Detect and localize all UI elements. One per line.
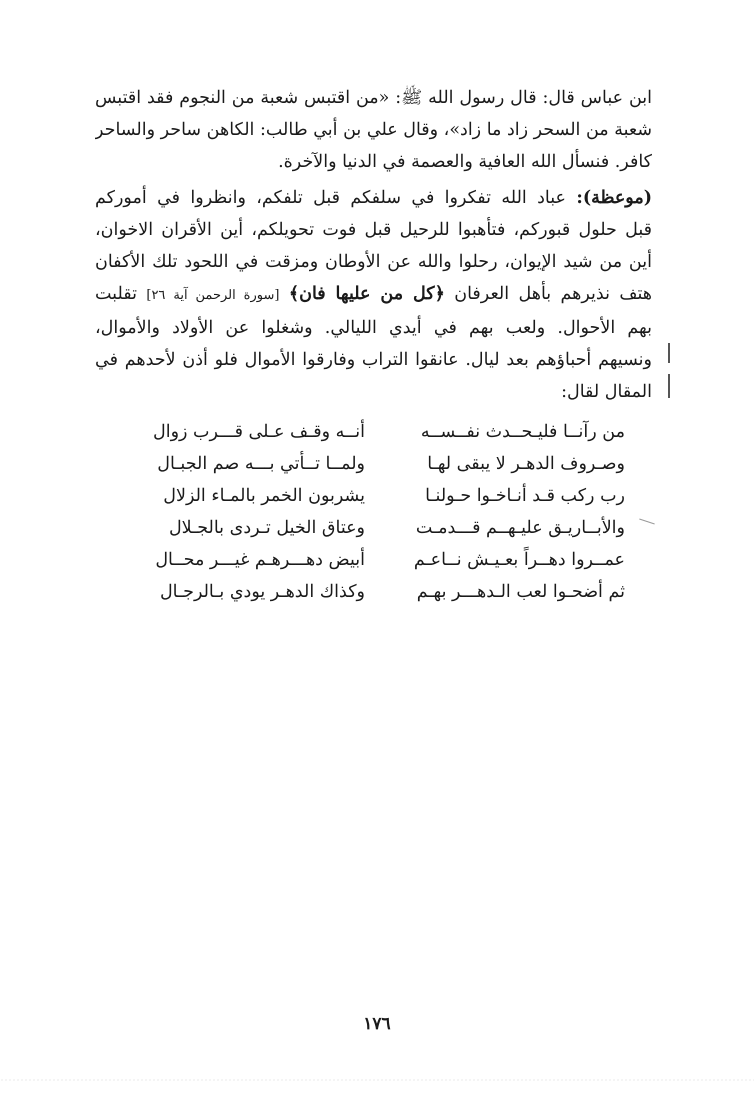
paragraph-hadith [95, 82, 652, 178]
text-line: كافر. فنسأل الله العافية والعصمة في الدنيا والآخرة. [278, 152, 652, 172]
poem-verse [130, 544, 625, 576]
text-line: ونسيهم أحباؤهم بعد ليال. عانقوا التراب وفارقوا الأموال فلو أذن لأحدهم في [95, 350, 652, 370]
sermon-heading: (موعظة): [576, 188, 652, 208]
second-hemistich: يشربون الخمر بالمـاء الزلال [163, 486, 365, 506]
text-line: المقال لقال: [561, 382, 652, 402]
scan-noise [0, 1079, 754, 1081]
quran-verse: ﴿كل من عليها فان﴾ [288, 284, 445, 304]
poem-verse [130, 576, 625, 608]
second-hemistich: وكذاك الدهـر يودي بـالرجـال [159, 582, 365, 602]
first-hemistich: رب ركب قـد أنـاخـوا حـولنـا [425, 486, 625, 506]
second-hemistich: وعتاق الخيل تـردى بالجـلال [168, 518, 365, 538]
text-line: شعبة من السحر زاد ما زاد»، وقال علي بن أبي طالب: الكاهن ساحر والساحر [95, 120, 652, 140]
text-line: أين من شيد الإيوان، رحلوا والله عن الأوطان ومزقت في اللحود تلك الأكفان [95, 252, 652, 272]
scan-mark [639, 519, 655, 525]
first-hemistich: وصـروف الدهـر لا يبقى لهـا [427, 454, 625, 474]
first-hemistich: من رآنــا فليـحــدث نفــســه [420, 422, 625, 442]
poem-verse [130, 512, 625, 544]
poem [130, 416, 625, 608]
second-hemistich: أبيض دهـــرهـم غيـــر محــال [155, 550, 365, 570]
poem-verse [130, 448, 625, 480]
text-line: بهم الأحوال. ولعب بهم في أيدي الليالي. وشغلوا عن الأولاد والأموال، [95, 318, 652, 338]
page-number: ١٧٦ [363, 1014, 391, 1034]
margin-line [668, 374, 670, 398]
second-hemistich: أنــه وقـف عـلى قـــرب زوال [153, 422, 365, 442]
text-line: ابن عباس قال: قال رسول الله ﷺ: «من اقتبس شعبة من النجوم فقد اقتبس [95, 88, 652, 108]
text-fragment: تقلبت [95, 284, 137, 304]
text-line [95, 182, 652, 214]
paragraph-sermon [95, 182, 652, 408]
text-fragment: هتف نذيرهم بأهل العرفان [454, 284, 652, 304]
text-line: قبل حلول قبوركم، فتأهبوا للرحيل قبل فوت تحويلكم، أين الأقران الاخوان، [95, 220, 652, 240]
text-line [95, 278, 652, 312]
verse-citation: [سورة الرحمن آية ٢٦] [146, 288, 280, 303]
first-hemistich: والأبــاريـق عليـهــم قـــدمـت [415, 518, 625, 538]
second-hemistich: ولمــا تــأتي بـــه صم الجبـال [157, 454, 365, 474]
first-hemistich: عمــروا دهــراً بعـيـش نــاعـم [413, 550, 625, 570]
first-hemistich: ثم أضحـوا لعب الـدهـــر بهـم [416, 582, 625, 602]
poem-verse [130, 480, 625, 512]
margin-line [668, 343, 670, 363]
text-fragment: عباد الله تفكروا في سلفكم قبل تلفكم، وانظروا في أموركم [95, 188, 566, 208]
poem-verse [130, 416, 625, 448]
